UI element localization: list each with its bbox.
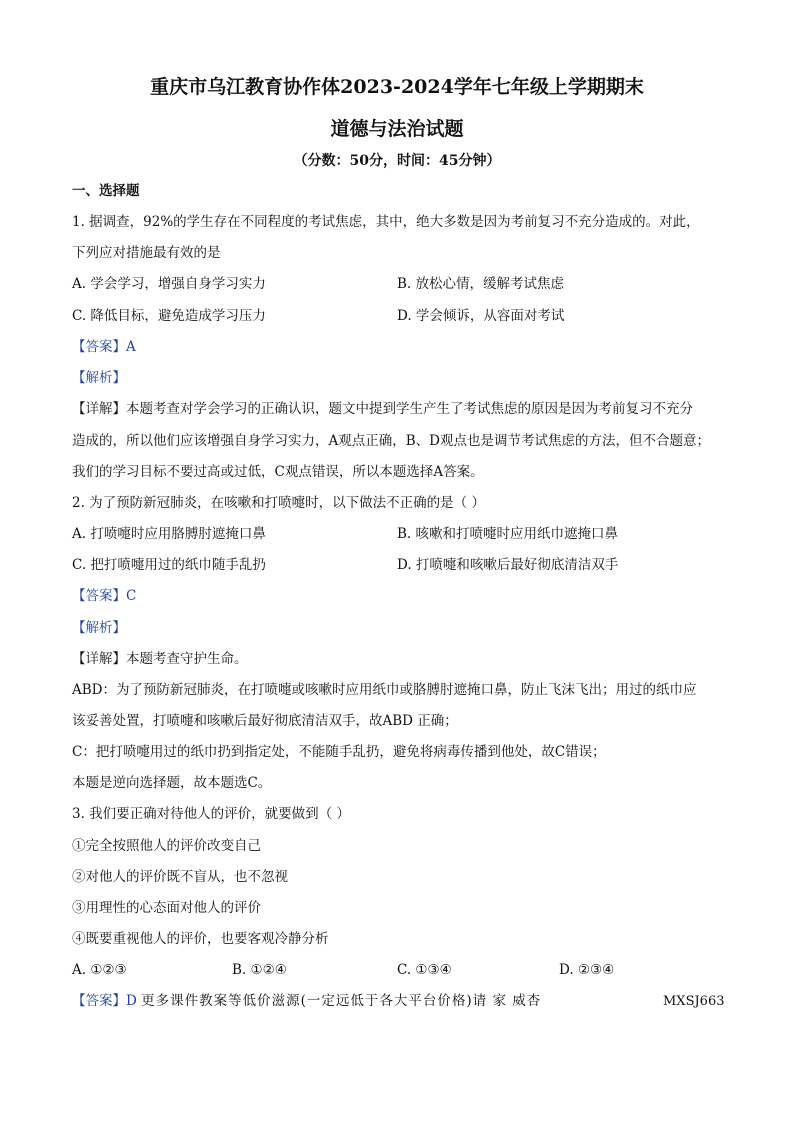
q2-option-c: C. 把打喷嚏用过的纸巾随手乱扔 <box>72 557 266 573</box>
q1-answer: 【答案】A <box>72 339 136 355</box>
q2-stem: 2. 为了预防新冠肺炎，在咳嗽和打喷嚏时，以下做法不正确的是（ ） <box>72 495 485 511</box>
q3-stem: 3. 我们要正确对待他人的评价，就要做到（ ） <box>72 806 350 822</box>
q3-option-b: B. ①②④ <box>232 962 287 978</box>
q3-option-c: C. ①③④ <box>397 962 452 978</box>
exam-subject-title: 道德与法治试题 <box>330 118 464 140</box>
q2-analysis-label: 【解析】 <box>72 620 126 636</box>
q2-detail-line5: 本题是逆向选择题，故本题选C。 <box>72 775 272 791</box>
q1-option-b: B. 放松心情，缓解考试焦虑 <box>397 276 565 292</box>
q3-item-3: ③用理性的心态面对他人的评价 <box>72 900 261 916</box>
q1-stem-line1: 1. 据调查，92%的学生存在不同程度的考试焦虑，其中，绝大多数是因为考前复习不充分造成的。对此， <box>72 214 700 230</box>
q1-option-d: D. 学会倾诉，从容面对考试 <box>397 308 565 324</box>
footer-code: MXSJ663 <box>663 994 725 1009</box>
q3-item-1: ①完全按照他人的评价改变自己 <box>72 838 261 854</box>
q2-detail-line4: C：把打喷嚏用过的纸巾扔到指定处，不能随手乱扔，避免将病毒传播到他处，故C错误； <box>72 744 606 760</box>
q3-answer-row <box>72 995 541 1009</box>
q1-option-c: C. 降低目标，避免造成学习压力 <box>72 308 266 324</box>
section-heading: 一、选择题 <box>72 183 140 199</box>
q3-option-a: A. ①②③ <box>72 962 127 978</box>
q3-item-2: ②对他人的评价既不盲从，也不忽视 <box>72 869 288 885</box>
q1-option-a: A. 学会学习，增强自身学习实力 <box>72 276 266 292</box>
exam-title: 重庆市乌江教育协作体2023-2024学年七年级上学期期末 <box>150 76 644 98</box>
q2-answer: 【答案】C <box>72 588 137 604</box>
q2-detail-line2: ABD：为了预防新冠肺炎，在打喷嚏或咳嗽时应用纸巾或胳膊肘遮掩口鼻，防止飞沫飞出；用过的纸巾应 <box>72 682 697 698</box>
q2-option-d: D. 打喷嚏和咳嗽后最好彻底清洁双手 <box>397 557 619 573</box>
q1-detail-line1: 【详解】本题考查对学会学习的正确认识，题文中提到学生产生了考试焦虑的原因是因为考前复习不充分 <box>72 401 693 417</box>
q2-detail-line1: 【详解】本题考查守护生命。 <box>72 651 248 667</box>
exam-score-time: （分数：50分，时间：45分钟） <box>293 153 501 169</box>
q1-analysis-label: 【解析】 <box>72 370 126 386</box>
footer-promo-text: 更多课件教案等低价滋源(一定远低于各大平台价格)请 家 威杏 <box>141 993 542 1009</box>
q2-option-b: B. 咳嗽和打喷嚏时应用纸巾遮掩口鼻 <box>397 526 619 542</box>
q3-item-4: ④既要重视他人的评价，也要客观冷静分析 <box>72 931 329 947</box>
q1-detail-line2: 造成的，所以他们应该增强自身学习实力，A观点正确，B、D观点也是调节考试焦虑的方法，但不合题意； <box>72 433 710 449</box>
q2-detail-line3: 该妥善处置，打喷嚏和咳嗽后最好彻底清洁双手，故ABD 正确； <box>72 713 458 729</box>
q2-option-a: A. 打喷嚏时应用胳膊肘遮掩口鼻 <box>72 526 266 542</box>
q3-option-d: D. ②③④ <box>559 962 615 978</box>
q1-stem-line2: 下列应对措施最有效的是 <box>72 245 221 261</box>
q1-detail-line3: 我们的学习目标不要过高或过低，C观点错误，所以本题选择A答案。 <box>72 464 484 480</box>
q3-answer: 【答案】D <box>72 993 137 1009</box>
